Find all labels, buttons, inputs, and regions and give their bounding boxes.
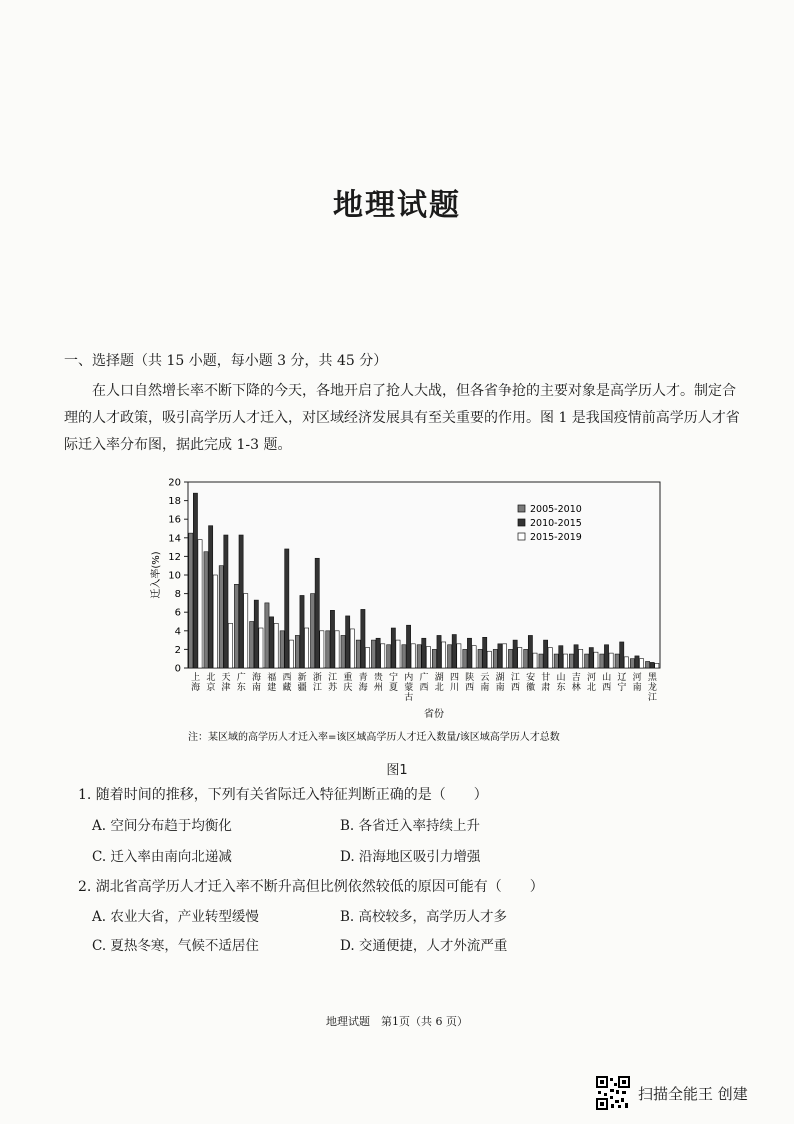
bar <box>615 654 619 668</box>
y-tick-label: 2 <box>174 644 181 656</box>
bar <box>411 644 415 668</box>
x-tick-label: 贵 <box>373 673 383 683</box>
question-2-option-d: D. 交通便捷，人才外流严重 <box>340 938 508 954</box>
bar <box>274 623 278 668</box>
bar <box>585 654 589 668</box>
y-tick-label: 16 <box>168 514 181 526</box>
x-tick-label: 夏 <box>389 683 399 693</box>
x-tick-label: 江 <box>328 673 338 683</box>
bar <box>295 635 299 668</box>
x-tick-label: 京 <box>206 683 216 693</box>
bar <box>381 644 385 668</box>
bar <box>620 642 624 668</box>
question-2-option-a: A. 农业大省，产业转型缓慢 <box>92 909 259 925</box>
bar <box>655 663 659 668</box>
x-tick-label: 天 <box>221 673 231 683</box>
bar <box>493 649 497 668</box>
question-1-option-a: A. 空间分布趋于均衡化 <box>92 818 232 834</box>
bar <box>539 654 543 668</box>
legend-entry: 2005-2010 <box>530 504 582 515</box>
bar <box>285 549 289 668</box>
intro-paragraph: 在人口自然增长率不断下降的今天，各地开启了抢人大战，但各省争抢的主要对象是高学历人才。制定合理的人才政策，吸引高学历人才迁入，对区域经济发展具有至关重要的作用。图 1 是我国疫情前高学历人才省际迁入率分布图，据此完成 1-3 题。 <box>64 383 740 453</box>
x-tick-label: 浙 <box>312 673 322 683</box>
question-1-option-d: D. 沿海地区吸引力增强 <box>340 849 481 865</box>
bar <box>198 540 202 668</box>
x-tick-label: 徽 <box>526 683 536 693</box>
x-tick-label: 甘 <box>541 673 551 683</box>
x-tick-label: 黑 <box>647 673 657 683</box>
bar <box>289 640 293 668</box>
section-heading: 一、选择题（共 15 小题，每小题 3 分，共 45 分） <box>64 353 388 369</box>
bar <box>508 649 512 668</box>
y-axis-label: 迁入率(%) <box>151 551 162 599</box>
bar <box>635 656 639 668</box>
x-tick-label: 北 <box>206 673 216 683</box>
legend-swatch <box>518 519 525 526</box>
x-tick-label: 南 <box>480 683 490 693</box>
bar <box>559 646 563 668</box>
x-tick-label: 南 <box>632 683 642 693</box>
bar <box>269 617 273 668</box>
bar <box>639 659 643 668</box>
x-tick-label: 林 <box>571 683 581 693</box>
bar <box>224 535 228 668</box>
bar <box>213 575 217 668</box>
bar <box>442 642 446 668</box>
bar <box>300 595 304 668</box>
figure-label: 图1 <box>386 763 408 778</box>
x-tick-label: 广 <box>419 673 429 683</box>
bar <box>448 645 452 668</box>
x-tick-label: 肃 <box>541 683 551 693</box>
bar <box>472 646 476 668</box>
x-tick-label: 上 <box>191 673 201 683</box>
page-title: 地理试题 <box>333 188 461 223</box>
y-tick-label: 18 <box>168 496 181 508</box>
bar <box>569 654 573 668</box>
y-tick-label: 12 <box>168 551 181 563</box>
x-tick-label: 新 <box>297 673 307 683</box>
chart-note: 注：某区域的高学历人才迁入率=该区域高学历人才迁入数量/该区域高学历人才总数 <box>188 732 560 743</box>
bar <box>426 647 430 668</box>
qr-code-icon <box>596 1076 630 1110</box>
x-tick-label: 云 <box>480 673 490 683</box>
bar <box>432 649 436 668</box>
x-tick-label: 四 <box>449 673 459 683</box>
x-tick-label: 南 <box>495 683 505 693</box>
x-axis-label: 省份 <box>424 709 444 720</box>
bar <box>387 645 391 668</box>
x-tick-label: 藏 <box>282 683 292 693</box>
bar <box>650 662 654 668</box>
bar <box>335 631 339 668</box>
x-tick-label: 广 <box>236 673 246 683</box>
bar <box>219 566 223 668</box>
x-tick-label: 江 <box>510 673 520 683</box>
bar <box>244 594 248 668</box>
y-tick-label: 20 <box>168 477 181 489</box>
bar <box>589 648 593 668</box>
bar <box>548 648 552 668</box>
x-tick-label: 东 <box>236 683 246 693</box>
question-2-option-c: C. 夏热冬寒，气候不适居住 <box>92 938 259 954</box>
bar <box>457 644 461 668</box>
bar <box>554 654 558 668</box>
x-tick-label: 河 <box>586 673 596 683</box>
bar <box>304 628 308 668</box>
question-1-option-b: B. 各省迁入率持续上升 <box>340 818 481 834</box>
bar <box>234 584 238 668</box>
legend-swatch <box>518 533 525 540</box>
x-tick-label: 西 <box>465 683 475 693</box>
x-tick-label: 河 <box>632 673 642 683</box>
migration-rate-bar-chart <box>150 472 670 757</box>
bar <box>365 648 369 668</box>
bar <box>624 657 628 668</box>
figure-1-chart <box>150 472 670 757</box>
bar <box>544 640 548 668</box>
x-tick-label: 安 <box>526 673 536 683</box>
x-tick-label: 北 <box>586 683 596 693</box>
legend-entry: 2015-2019 <box>530 532 582 543</box>
x-tick-label: 青 <box>358 673 368 683</box>
x-tick-label: 西 <box>282 673 292 683</box>
bar <box>645 661 649 668</box>
bar <box>630 659 634 668</box>
x-tick-label: 海 <box>252 673 262 683</box>
y-tick-label: 4 <box>174 626 181 638</box>
bar <box>600 654 604 668</box>
bar <box>487 651 491 668</box>
bar <box>533 653 537 668</box>
x-tick-label: 辽 <box>617 673 627 683</box>
bar <box>604 645 608 668</box>
bar <box>326 631 330 668</box>
bar <box>518 648 522 668</box>
x-tick-label: 宁 <box>617 683 627 693</box>
bar <box>371 640 375 668</box>
bar <box>259 628 263 668</box>
bar <box>609 653 613 668</box>
bar <box>204 552 208 668</box>
bar <box>280 631 284 668</box>
legend-swatch <box>518 505 525 512</box>
question-1-option-c: C. 迁入率由南向北递减 <box>92 849 232 865</box>
bar <box>528 635 532 668</box>
bar <box>193 493 197 668</box>
x-tick-label: 疆 <box>297 683 307 693</box>
bar <box>498 644 502 668</box>
y-tick-label: 10 <box>168 570 181 582</box>
x-tick-label: 海 <box>358 683 368 693</box>
bar <box>563 654 567 668</box>
bar <box>254 600 258 668</box>
bar <box>574 645 578 668</box>
x-tick-label: 西 <box>419 683 429 693</box>
x-tick-label: 川 <box>449 683 459 693</box>
question-2-stem: 2. 湖北省高学历人才迁入率不断升高但比例依然较低的原因可能有（ ） <box>78 879 544 895</box>
bar <box>524 649 528 668</box>
bar <box>265 603 269 668</box>
bar <box>396 640 400 668</box>
x-tick-label: 南 <box>252 683 262 693</box>
bar <box>228 623 232 668</box>
bar <box>467 638 471 668</box>
bar <box>417 645 421 668</box>
bar <box>346 616 350 668</box>
scanner-watermark <box>596 1076 748 1110</box>
x-tick-label: 重 <box>343 673 353 683</box>
bar <box>402 645 406 668</box>
x-tick-label: 建 <box>267 683 277 693</box>
x-tick-label: 福 <box>267 673 277 683</box>
y-tick-label: 0 <box>174 663 181 675</box>
bar <box>330 610 334 668</box>
x-tick-label: 州 <box>373 683 383 693</box>
bar <box>422 638 426 668</box>
y-tick-label: 14 <box>168 533 181 545</box>
bar <box>437 635 441 668</box>
x-tick-label: 古 <box>404 693 414 703</box>
bar <box>406 625 410 668</box>
page-footer: 地理试题 第1页（共 6 页） <box>326 1015 468 1028</box>
bar <box>483 637 487 668</box>
x-tick-label: 湖 <box>434 673 444 683</box>
x-tick-label: 山 <box>556 673 566 683</box>
bar <box>478 649 482 668</box>
x-tick-label: 龙 <box>647 683 657 693</box>
bar <box>356 640 360 668</box>
x-tick-label: 津 <box>221 683 231 693</box>
bar <box>350 629 354 668</box>
bar <box>341 635 345 668</box>
bar <box>391 628 395 668</box>
bar <box>311 594 315 668</box>
bar <box>513 640 517 668</box>
question-1-stem: 1. 随着时间的推移，下列有关省际迁入特征判断正确的是（ ） <box>78 787 488 803</box>
bar <box>250 622 254 669</box>
y-tick-label: 8 <box>174 589 181 601</box>
y-tick-label: 6 <box>174 607 181 619</box>
x-tick-label: 山 <box>602 673 612 683</box>
x-tick-label: 内 <box>404 673 414 683</box>
x-tick-label: 庆 <box>343 683 353 693</box>
scanner-credit-text: 扫描全能王 创建 <box>638 1084 748 1103</box>
bar <box>376 638 380 668</box>
x-tick-label: 宁 <box>389 673 399 683</box>
bar <box>315 558 319 668</box>
x-tick-label: 西 <box>602 683 612 693</box>
x-tick-label: 吉 <box>571 673 581 683</box>
x-tick-label: 蒙 <box>404 683 414 693</box>
x-tick-label: 北 <box>434 683 444 693</box>
bar <box>189 533 193 668</box>
bar <box>361 609 365 668</box>
x-tick-label: 陕 <box>465 673 475 683</box>
x-tick-label: 湖 <box>495 673 505 683</box>
bar <box>239 535 243 668</box>
x-tick-label: 西 <box>510 683 520 693</box>
x-tick-label: 苏 <box>328 683 338 693</box>
question-2-option-b: B. 高校较多，高学历人才多 <box>340 909 508 925</box>
x-tick-label: 江 <box>312 683 322 693</box>
bar <box>579 649 583 668</box>
x-tick-label: 江 <box>647 693 657 703</box>
bar <box>594 652 598 668</box>
bar <box>463 649 467 668</box>
legend-entry: 2010-2015 <box>530 518 582 529</box>
x-tick-label: 东 <box>556 683 566 693</box>
bar <box>209 526 213 668</box>
bar <box>502 644 506 668</box>
x-tick-label: 海 <box>191 683 201 693</box>
bar <box>452 635 456 668</box>
bar <box>320 631 324 668</box>
